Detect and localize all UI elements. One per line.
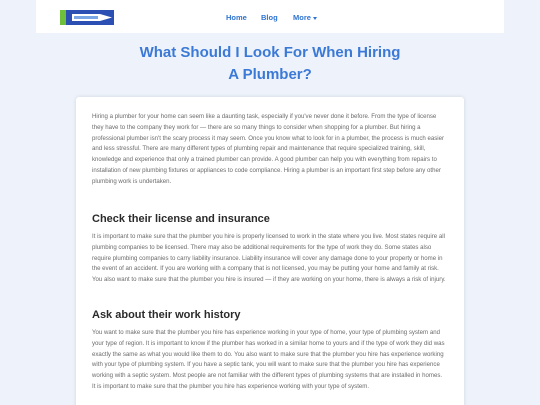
nav-blog[interactable]: Blog (261, 13, 278, 22)
page-title-line2: A Plumber? (228, 66, 312, 83)
page-title (70, 42, 470, 86)
section-heading-license: Check their license and insurance (92, 213, 270, 225)
chevron-down-icon (313, 17, 317, 20)
license-paragraph: It is important to make sure that the plumber you hire is properly licensed to work in the state where you live. Most states require all plumbing companies to be licensed. There may also be additional requirements for the type of work they do. Some states also require plumbing companies to carry liability insurance. Liability insurance will cover any damage done to your property or home in the event of an accident. If you are working with a company that is not licensed, you may be putting your home and family at risk. You also want to make sure that the plumber you hire is insured — if they are working on your home, there is always a risk of injury. (92, 233, 446, 284)
site-logo[interactable] (60, 9, 117, 26)
nav-more-label: More (293, 13, 311, 22)
nav-home[interactable]: Home (226, 13, 247, 22)
intro-paragraph: Hiring a plumber for your home can seem like a daunting task, especially if you've never done it before. From the type of license they have to the company they work for — there are so many things to consider when shopping for a plumber. But hiring a professional plumber isn't the scary process it may seem. Once you know what to look for in a plumber, the process is much easier and less stressful. There are many different types of plumbing repair and maintenance that require specialized training, skill, knowledge and experience that only a trained plumber can provide. A good plumber can help you with everything from repairs to installation of new plumbing fixtures or appliances to code compliance. Hiring a plumber is an important first step before any other plumbing work is undertaken. (92, 113, 445, 185)
page-title-line1: What Should I Look For When Hiring (139, 44, 401, 61)
history-paragraph: You want to make sure that the plumber you hire has experience working in your type of home, your type of plumbing system and your type of region. It is important to know if the plumber has worked in a similar home to yours and if the type of work they did was exactly the same as what you would like them to do. You also want to make sure that the plumber you hire has experience working with your type of plumbing system. If you have a septic tank, you will want to make sure that the plumber you hire has experience working with a septic system. Most people are not familiar with the different types of plumbing systems that are installed in homes. It is important to make sure that the plumber you hire has experience working with your type of system. (92, 329, 445, 390)
section-heading-history: Ask about their work history (92, 309, 241, 321)
nav-more[interactable] (293, 13, 317, 22)
site-header (0, 0, 540, 35)
